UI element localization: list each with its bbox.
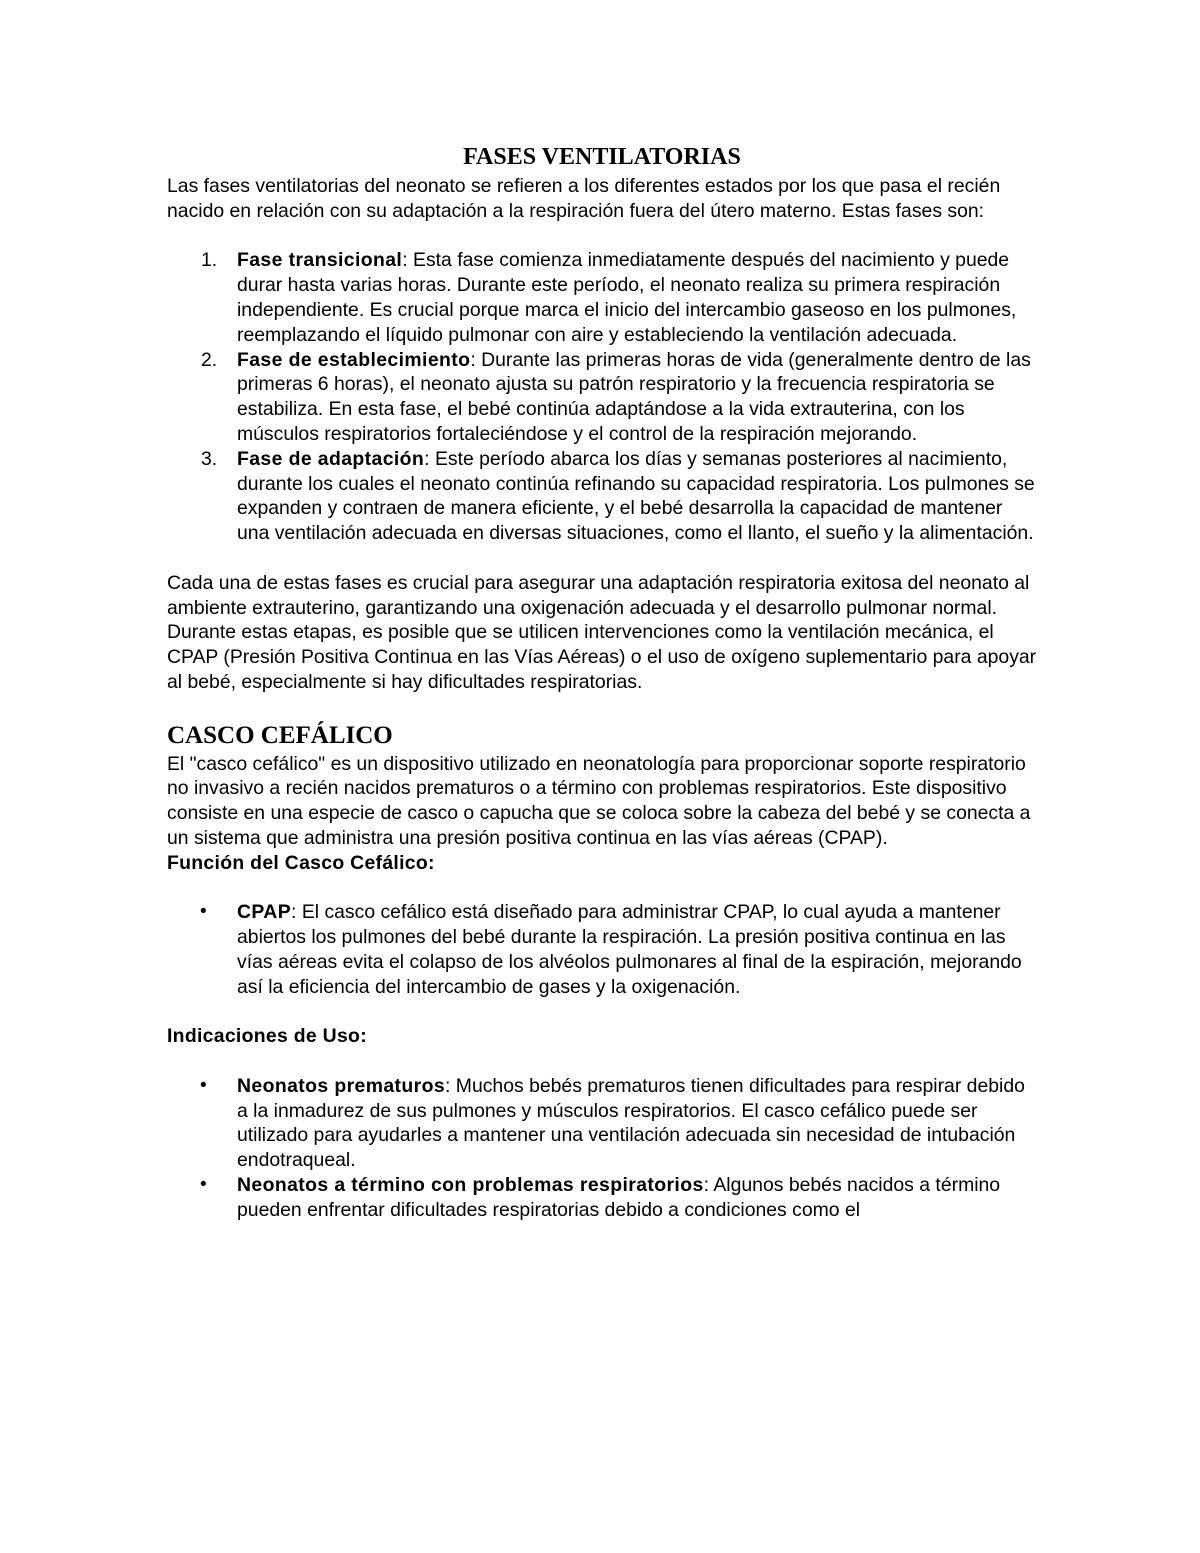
bullet-icon: •	[200, 1174, 207, 1196]
phase-name: Fase de adaptación	[237, 447, 425, 470]
page-title: FASES VENTILATORIAS	[463, 144, 741, 170]
indications-heading: Indicaciones de Uso:	[167, 1025, 367, 1048]
indications-list	[167, 1074, 1037, 1223]
list-item	[167, 348, 1037, 447]
phases-list	[167, 248, 1037, 546]
list-item	[167, 1173, 1037, 1223]
section-title: CASCO CEFÁLICO	[167, 721, 393, 749]
phase-name: Fase de establecimiento	[237, 348, 471, 371]
function-heading: Función del Casco Cefálico:	[167, 851, 435, 874]
phase-text: : Este período abarca los días y semanas posteriores al nacimiento, durante los cuales el neonato continúa refinando su capacidad respiratoria. Los pulmones se expanden y contraen de manera eficiente, y el bebé desarrolla la capacidad de mantener una ventilación adecuada en diversas situaciones, como el llanto, el sueño y la alimentación.	[237, 447, 1035, 545]
item-name: CPAP	[237, 901, 292, 924]
list-number: 2.	[201, 348, 218, 371]
item-text: : El casco cefálico está diseñado para administrar CPAP, lo cual ayuda a mantener abiertos los pulmones del bebé durante la respiración. La presión positiva continua en las vías aéreas evita el colapso de los alvéolos pulmonares al final de la espiración, mejorando así la eficiencia del intercambio de gases y la oxigenación.	[237, 901, 1022, 998]
bullet-icon: •	[200, 1074, 207, 1096]
phase-text: : Esta fase comienza inmediatamente después del nacimiento y puede durar hasta varias horas. Durante este período, el neonato realiza su primera respiración independiente. Es crucial porque marca el inicio del intercambio gaseoso en los pulmones, reemplazando el líquido pulmonar con aire y estableciendo la ventilación adecuada.	[237, 249, 1017, 346]
item-text: : Algunos bebés nacidos a término pueden enfrentar dificultades respiratorias debido a condiciones como el	[237, 1174, 1001, 1221]
list-item	[167, 900, 1037, 999]
document-page	[167, 140, 1037, 1223]
phase-text: : Durante las primeras horas de vida (generalmente dentro de las primeras 6 horas), el neonato ajusta su patrón respiratorio y la frecuencia respiratoria se estabiliza. En esta fase, el bebé continúa adaptándose a la vida extrauterina, con los músculos respiratorios fortaleciéndose y el control de la respiración mejorando.	[237, 348, 1031, 445]
item-name: Neonatos prematuros	[237, 1074, 446, 1097]
list-item	[167, 447, 1037, 546]
list-item	[167, 248, 1037, 347]
conclusion-paragraph: Cada una de estas fases es crucial para asegurar una adaptación respiratoria exitosa del neonato al ambiente extrauterino, garantizando una oxigenación adecuada y el desarrollo pulmonar normal. Durante estas etapas, es posible que se utilicen intervenciones como la ventilación mecánica, el CPAP (Presión Positiva Continua en las Vías Aéreas) o el uso de oxígeno suplementario para apoyar al bebé, especialmente si hay dificultades respiratorias.	[167, 571, 1037, 693]
phase-name: Fase transicional	[237, 249, 403, 272]
list-item	[167, 1074, 1037, 1173]
list-number: 3.	[201, 447, 218, 470]
item-name: Neonatos a término con problemas respiratorios	[237, 1174, 704, 1197]
casco-intro-paragraph: El "casco cefálico" es un dispositivo utilizado en neonatología para proporcionar soporte respiratorio no invasivo a recién nacidos prematuros o a término con problemas respiratorios. Este dispositivo consiste en una especie de casco o capucha que se coloca sobre la cabeza del bebé y se conecta a un sistema que administra una presión positiva continua en las vías aéreas (CPAP).	[167, 752, 1031, 849]
list-number: 1.	[201, 249, 218, 272]
intro-paragraph: Las fases ventilatorias del neonato se refieren a los diferentes estados por los que pasa el recién nacido en relación con su adaptación a la respiración fuera del útero materno. Estas fases son:	[167, 175, 1001, 222]
bullet-icon: •	[200, 901, 207, 923]
item-text: : Muchos bebés prematuros tienen dificultades para respirar debido a la inmadurez de sus pulmones y músculos respiratorios. El casco cefálico puede ser utilizado para ayudarles a mantener una ventilación adecuada sin necesidad de intubación endotraqueal.	[237, 1074, 1025, 1172]
function-list	[167, 900, 1037, 999]
